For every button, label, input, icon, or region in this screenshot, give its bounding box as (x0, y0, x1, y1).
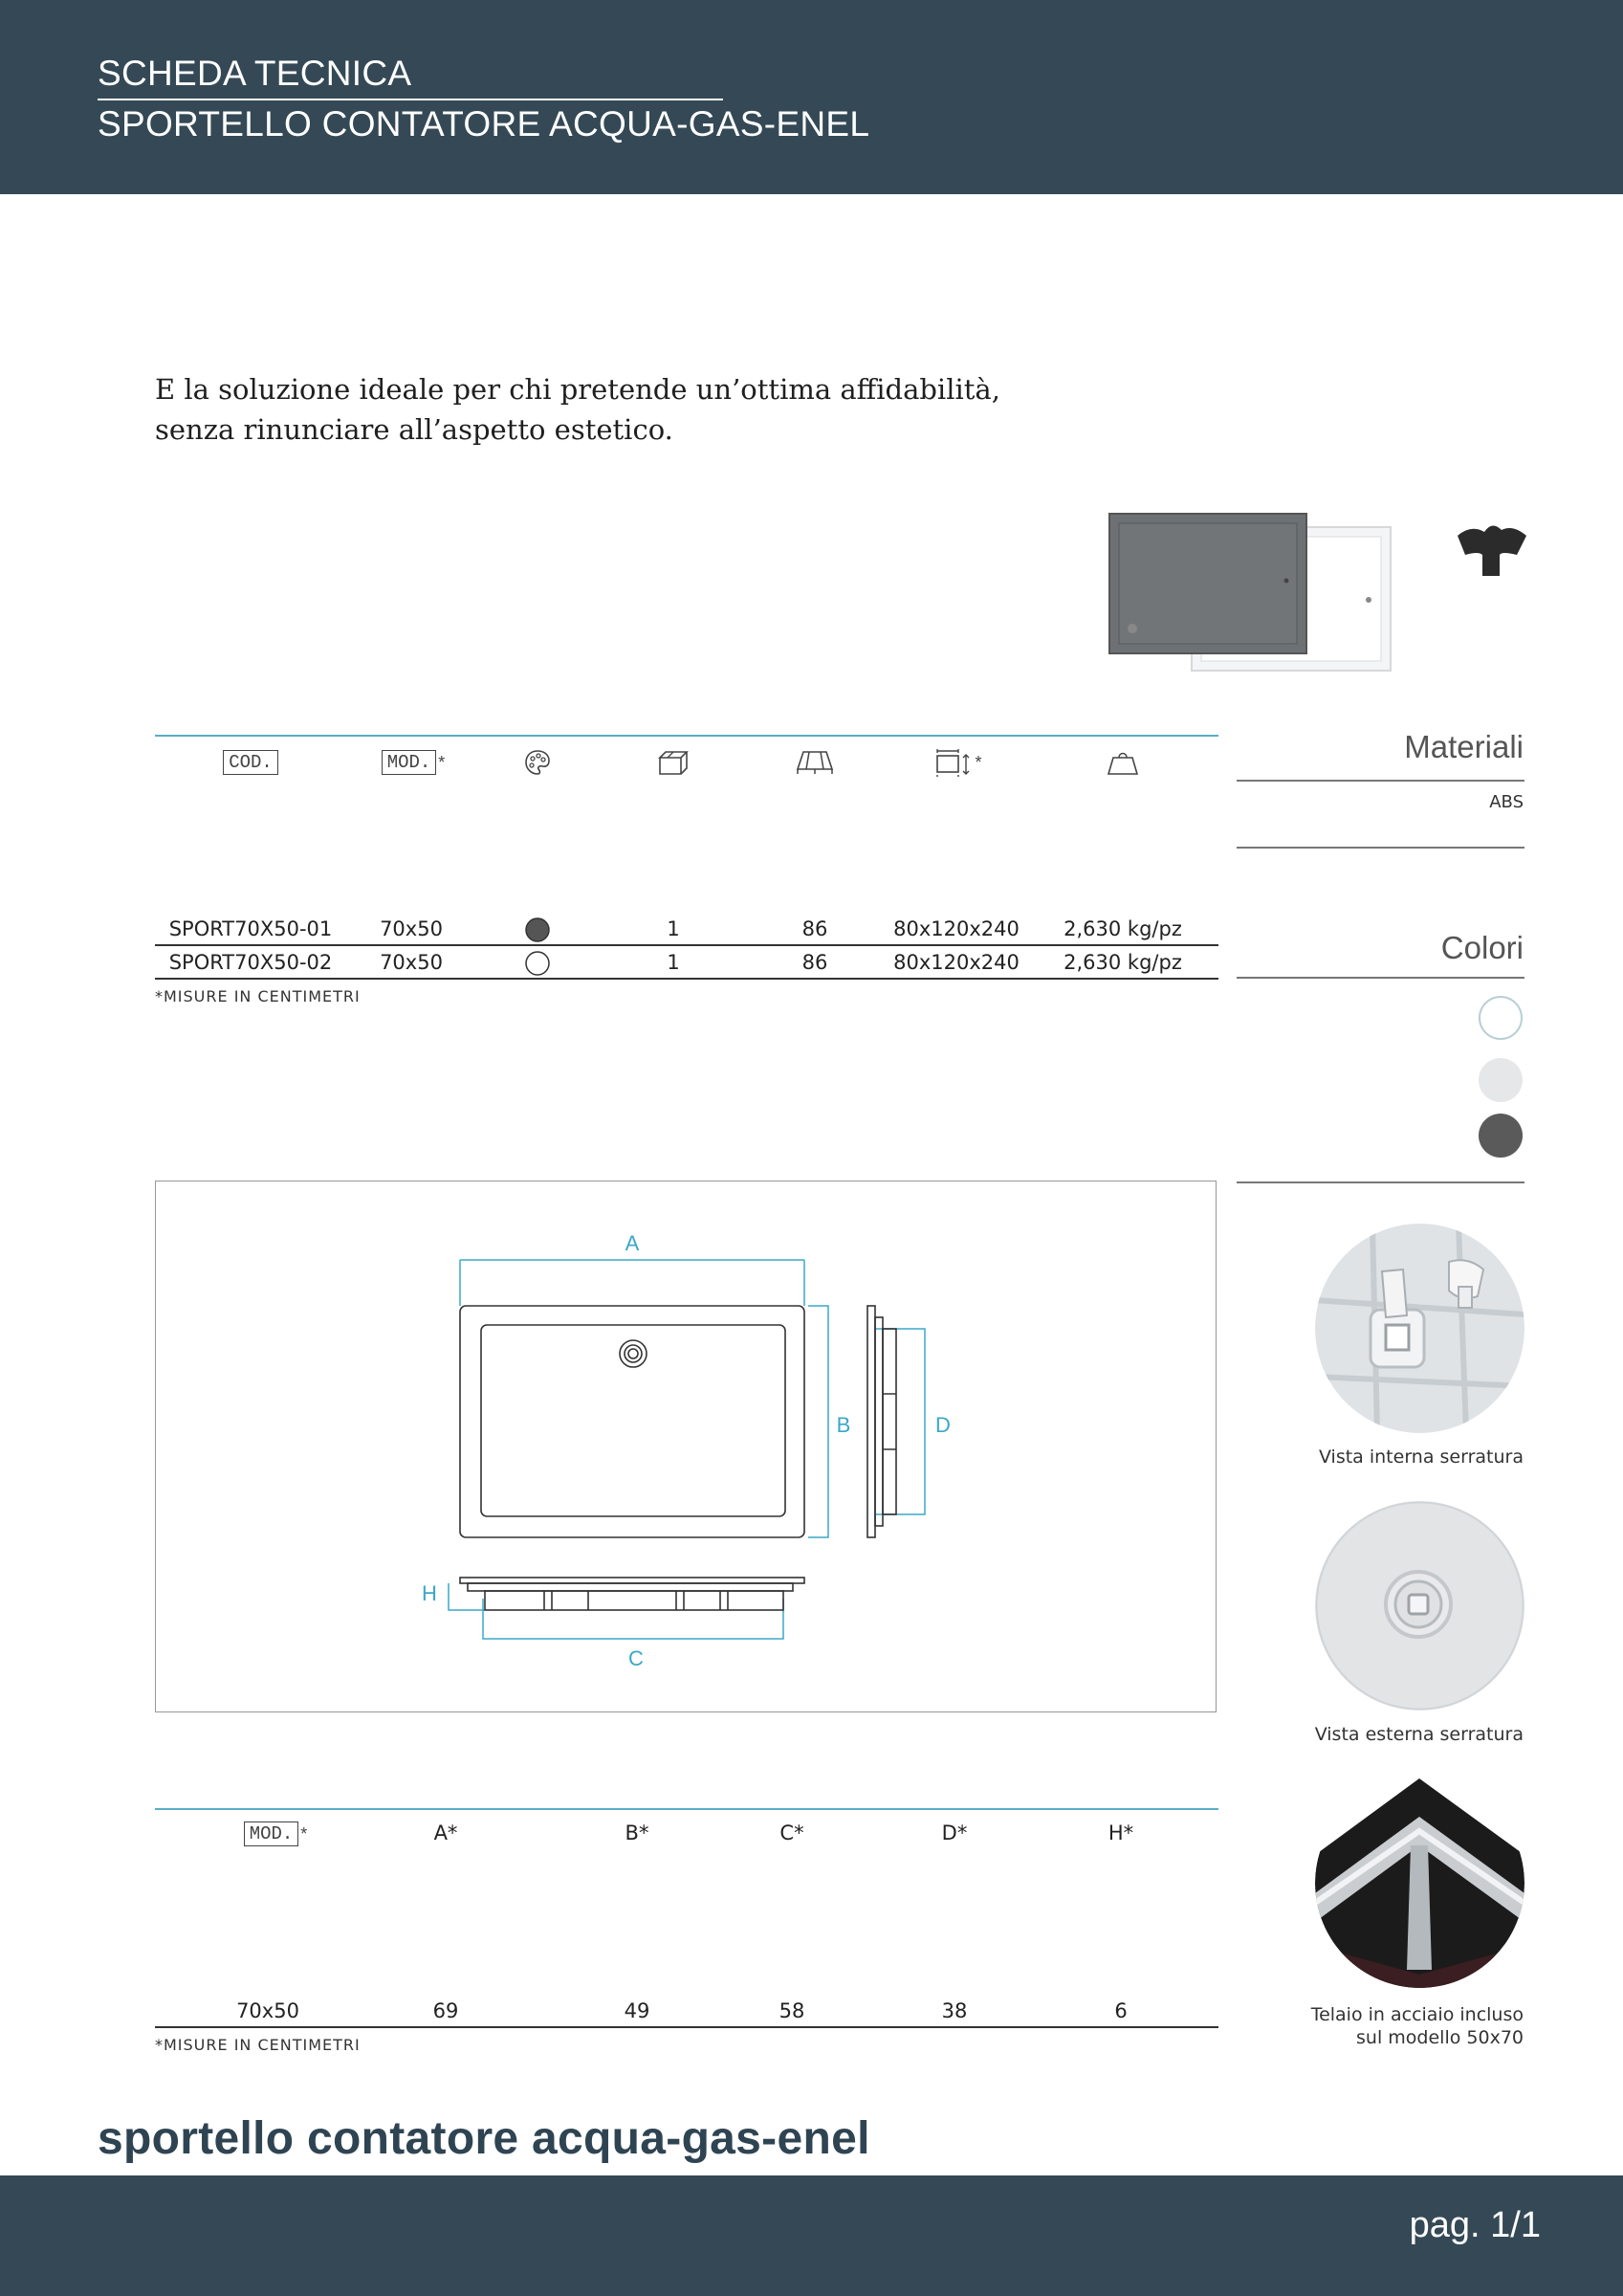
dimension-table-bottom-rule (155, 2026, 1218, 2028)
colors-bottom-rule (1237, 1181, 1524, 1183)
code-label: COD. (223, 750, 278, 775)
color-swatch-dark-grey (1479, 1114, 1523, 1158)
color-dot-white (518, 947, 557, 978)
model-label: MOD. (382, 750, 437, 775)
materials-bottom-rule (1237, 847, 1524, 849)
cell-model: 70x50 (380, 917, 443, 940)
product-photo (1108, 512, 1396, 676)
steel-frame-caption-line-2: sul modello 50x70 (1356, 2027, 1524, 2048)
measure-note: *MISURE IN CENTIMETRI (155, 987, 361, 1005)
header-divider (98, 99, 723, 100)
header-bar (0, 0, 1623, 194)
cell-weight: 2,630 kg/pz (1064, 917, 1182, 940)
cell-pallet-dim: 80x120x240 (893, 917, 1020, 940)
dim-header-d: D* (941, 1821, 968, 1844)
material-value: ABS (1489, 792, 1524, 812)
dim-label-b: B (836, 1413, 851, 1437)
header-box (652, 746, 694, 779)
dim-cell-c: 58 (779, 1999, 805, 2022)
dim-cell-model: 70x50 (236, 1999, 299, 2022)
dim-header-h: H* (1108, 1821, 1134, 1844)
cell-qty-pallet: 86 (801, 917, 828, 940)
dim-model-asterisk: * (300, 1823, 308, 1843)
header-weight (1104, 746, 1142, 779)
palette-icon (523, 748, 552, 777)
product-table-top-rule (155, 735, 1218, 737)
row-divider (155, 944, 1218, 946)
header-code (212, 746, 289, 779)
cell-qty-box: 1 (667, 951, 680, 974)
steel-frame-photo (1315, 1778, 1524, 1988)
header-pallet (794, 746, 836, 779)
footer-bar (0, 2175, 1623, 2296)
product-title: SPORTELLO CONTATORE ACQUA-GAS-ENEL (98, 104, 870, 144)
table-bottom-rule (155, 978, 1218, 980)
technical-drawing (155, 1181, 1217, 1712)
exterior-lock-caption: Vista esterna serratura (1314, 1724, 1524, 1745)
weight-icon (1107, 748, 1139, 777)
interior-lock-caption: Vista interna serratura (1318, 1446, 1524, 1468)
cell-qty-pallet: 86 (801, 951, 828, 974)
color-dot-dark (518, 914, 557, 944)
steel-frame-caption-line-1: Telaio in acciaio incluso (1310, 2004, 1524, 2025)
pallet-icon (796, 748, 834, 777)
interior-lock-photo (1315, 1224, 1524, 1433)
header-pallet-dimensions (930, 746, 987, 779)
page-number: pag. 1/1 (1409, 2205, 1541, 2245)
dim-model-label: MOD. (244, 1821, 299, 1846)
dim-header-b: B* (625, 1821, 649, 1844)
key-icon (1454, 517, 1530, 582)
cell-pallet-dim: 80x120x240 (893, 951, 1020, 974)
dimension-table-top-rule (155, 1808, 1218, 1810)
cell-weight: 2,630 kg/pz (1064, 951, 1182, 974)
header-model (367, 746, 459, 779)
steel-frame-caption (1311, 2003, 1524, 2049)
dim-cell-h: 6 (1114, 1999, 1128, 2022)
drawing-svg (156, 1181, 1216, 1711)
model-asterisk: * (438, 752, 446, 772)
materials-title: Materiali (1404, 729, 1524, 764)
dim-label-c: C (628, 1646, 644, 1670)
pallet-dimensions-icon (934, 747, 973, 778)
pallet-asterisk: * (975, 752, 982, 772)
colors-title: Colori (1440, 930, 1524, 965)
dim-header-model (228, 1818, 323, 1850)
dim-header-c: C* (779, 1821, 804, 1844)
dim-header-a: A* (433, 1821, 458, 1844)
colors-rule (1237, 977, 1524, 979)
color-swatch-white (1479, 996, 1523, 1040)
intro-line-2: senza rinunciare all’aspetto estetico. (155, 413, 673, 446)
cell-code: SPORT70X50-02 (168, 951, 333, 974)
dim-label-h: H (422, 1581, 437, 1605)
intro-line-1: E la soluzione ideale per chi pretende un’ottima affidabilità, (155, 373, 1000, 406)
box-icon (656, 748, 691, 777)
footer-product-title: sportello contatore acqua-gas-enel (98, 2113, 870, 2164)
header-color (518, 746, 557, 779)
materials-rule (1237, 780, 1524, 782)
dim-cell-a: 69 (432, 1999, 459, 2022)
dim-label-d: D (935, 1413, 951, 1437)
cell-qty-box: 1 (667, 917, 680, 940)
document-type-title: SCHEDA TECNICA (98, 54, 412, 93)
dim-cell-b: 49 (624, 1999, 650, 2022)
exterior-lock-photo (1315, 1501, 1524, 1711)
cell-model: 70x50 (380, 951, 443, 974)
dimension-measure-note: *MISURE IN CENTIMETRI (155, 2036, 361, 2054)
color-swatch-light-grey (1479, 1058, 1523, 1102)
intro-text (155, 369, 1000, 450)
dim-label-a: A (625, 1231, 640, 1255)
cell-code: SPORT70X50-01 (168, 917, 333, 940)
dim-cell-d: 38 (941, 1999, 968, 2022)
